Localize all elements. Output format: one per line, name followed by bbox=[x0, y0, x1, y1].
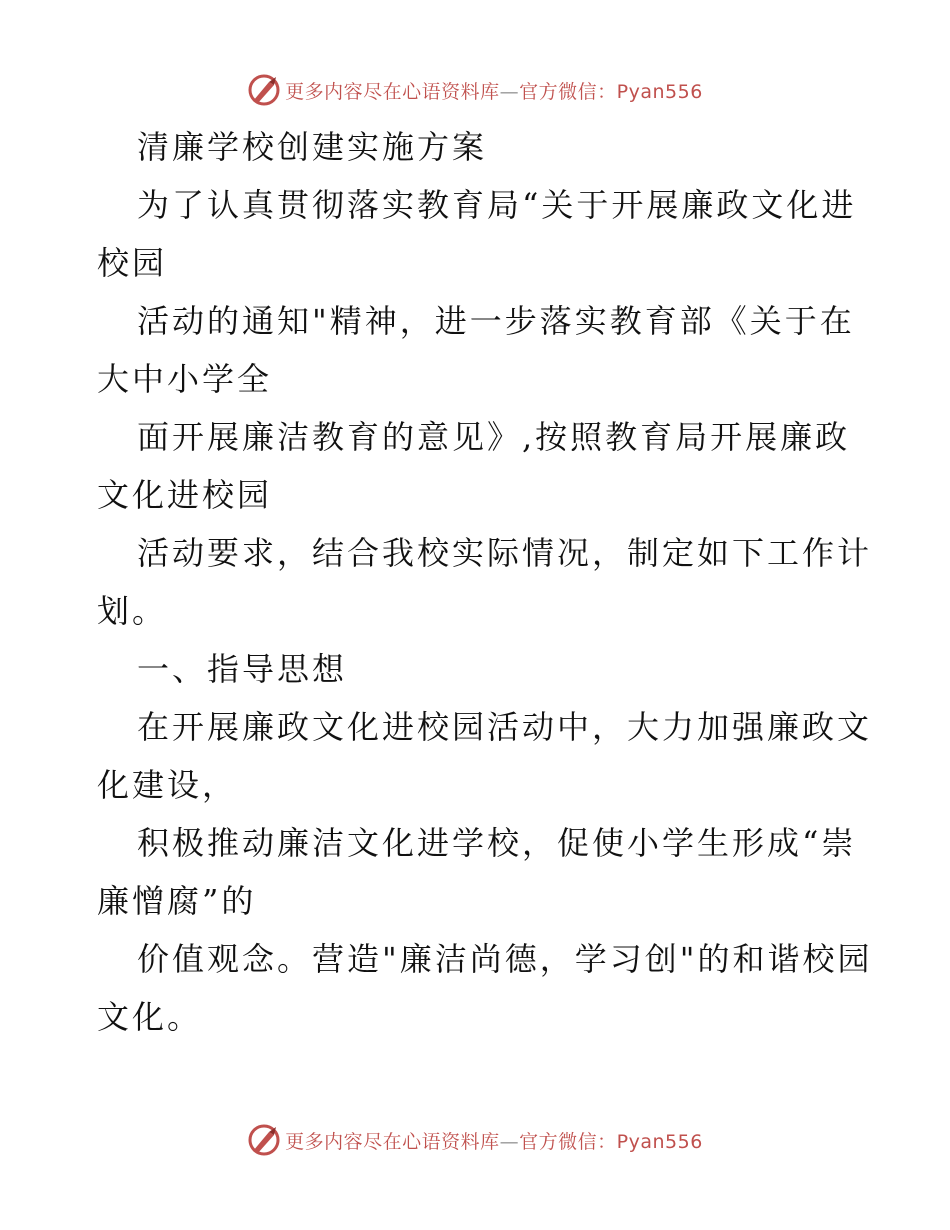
paragraph-line: 一、指导思想 bbox=[137, 650, 348, 688]
paragraph-line: 为了认真贯彻落实教育局“关于开展廉政文化进 bbox=[137, 186, 857, 224]
paragraph-line: 清廉学校创建实施方案 bbox=[137, 128, 488, 166]
paragraph-line: 大中小学全 bbox=[97, 360, 273, 398]
paragraph-line: 文化。 bbox=[97, 998, 203, 1036]
quill-pen-logo-icon bbox=[247, 73, 281, 107]
watermark-text: 更多内容尽在心语资料库—官方微信：Pyan556 bbox=[285, 80, 703, 103]
footer-watermark bbox=[0, 1120, 950, 1160]
paragraph-line: 校园 bbox=[97, 244, 168, 282]
header-watermark bbox=[0, 70, 950, 110]
document-body bbox=[97, 118, 873, 1046]
paragraph-line: 廉憎腐”的 bbox=[97, 882, 257, 920]
watermark-text: 更多内容尽在心语资料库—官方微信：Pyan556 bbox=[285, 1130, 703, 1153]
paragraph-line: 文化进校园 bbox=[97, 476, 273, 514]
paragraph-line: 化建设， bbox=[97, 766, 238, 804]
paragraph-line: 划。 bbox=[97, 592, 168, 630]
paragraph-line: 积极推动廉洁文化进学校，促使小学生形成“崇 bbox=[137, 824, 857, 862]
paragraph-line: 价值观念。营造"廉洁尚德，学习创"的和谐校园 bbox=[137, 940, 873, 978]
quill-pen-logo-icon bbox=[247, 1123, 281, 1157]
paragraph-line: 活动要求，结合我校实际情况，制定如下工作计 bbox=[137, 534, 873, 572]
paragraph-line: 活动的通知"精神，进一步落实教育部《关于在 bbox=[137, 302, 855, 340]
paragraph-line: 面开展廉洁教育的意见》,按照教育局开展廉政 bbox=[137, 418, 851, 456]
paragraph-line: 在开展廉政文化进校园活动中，大力加强廉政文 bbox=[137, 708, 873, 746]
